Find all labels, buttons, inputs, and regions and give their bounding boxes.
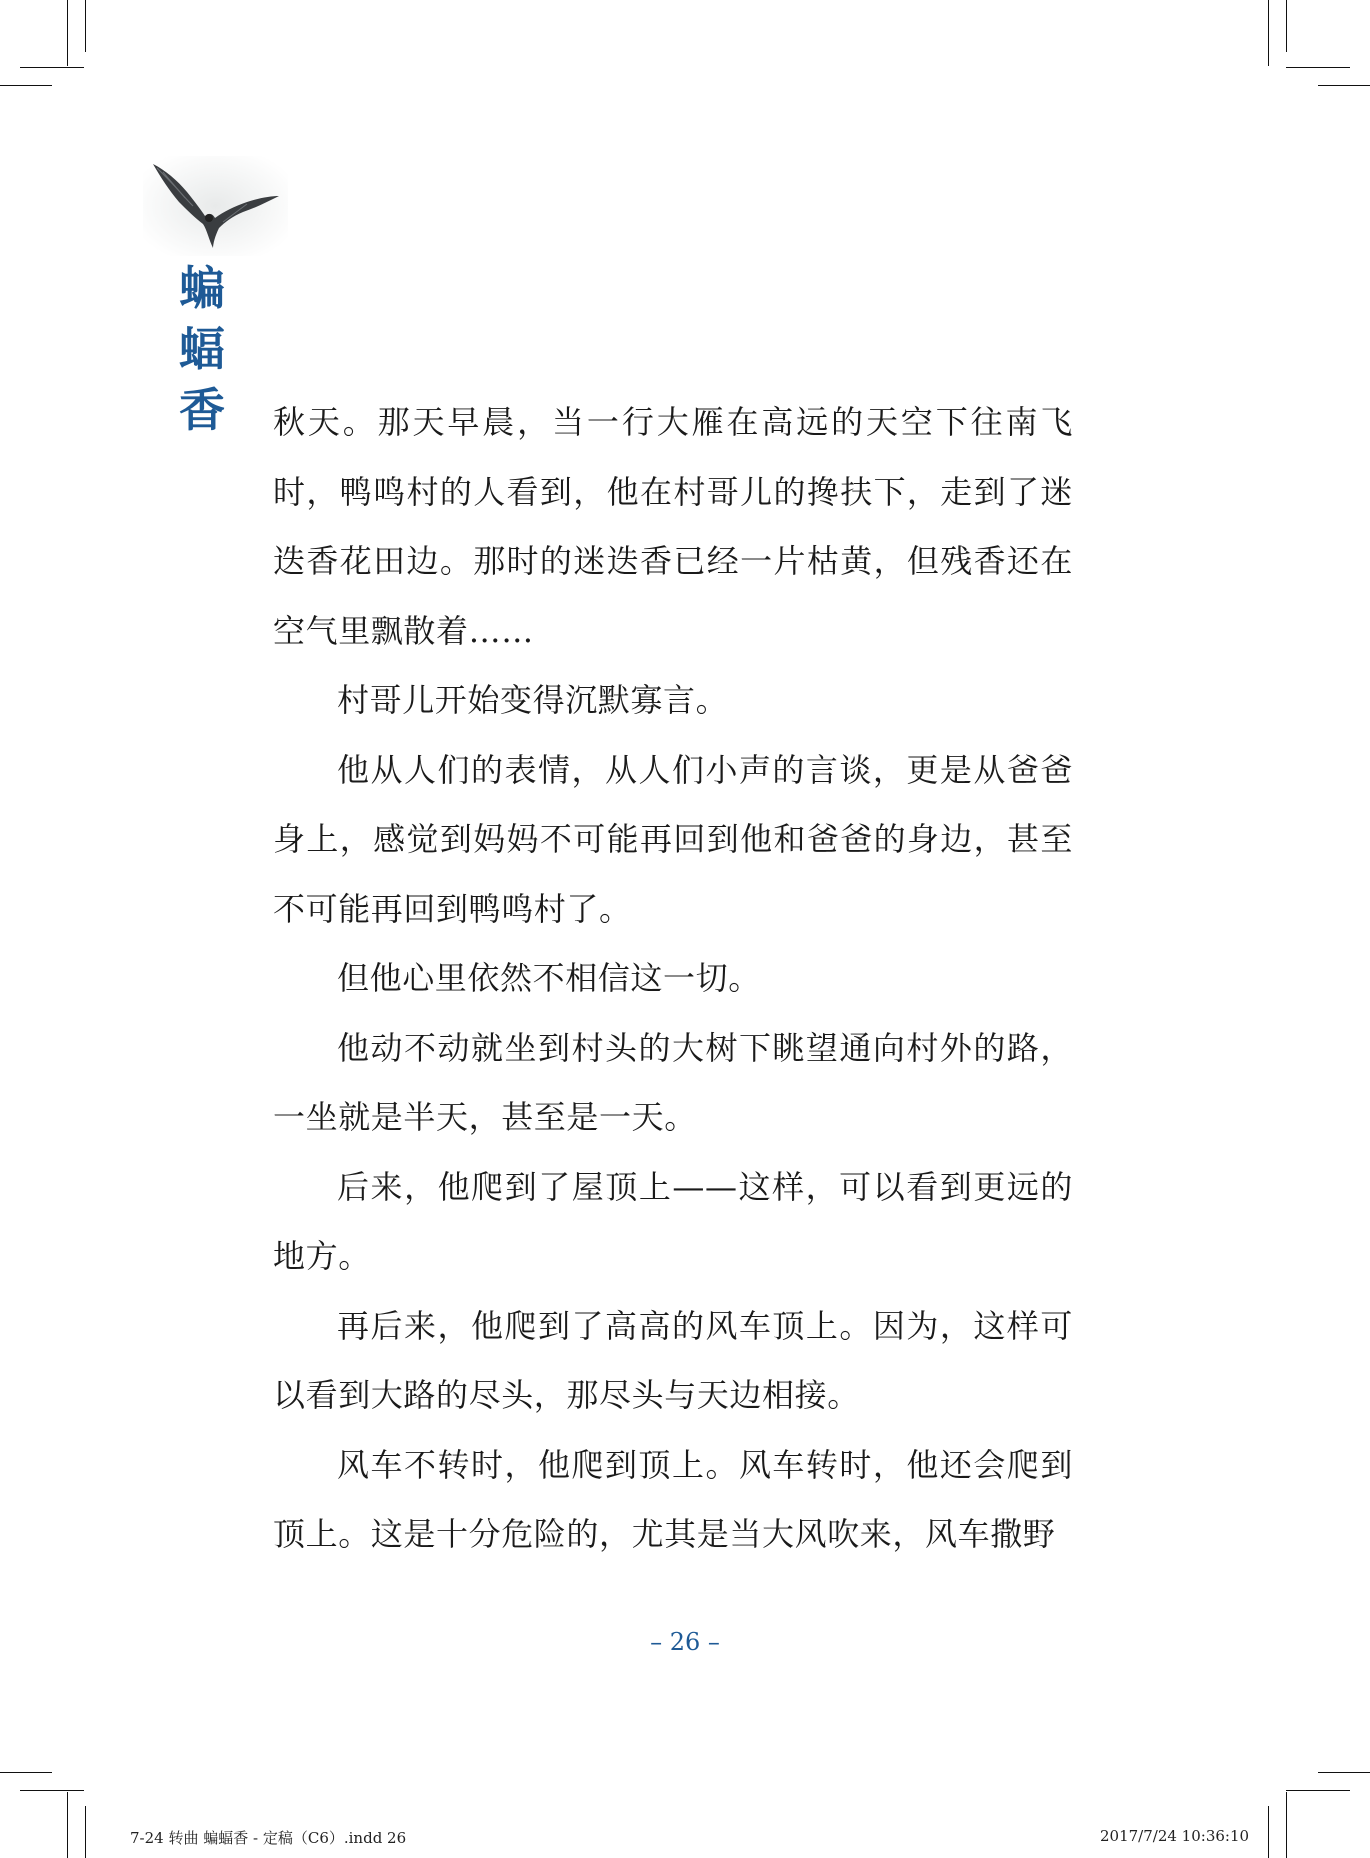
crop-mark-bottom-right-h (1286, 1790, 1350, 1791)
crop-mark-top-left-v (67, 0, 68, 66)
crop-mark-top-right-v (1268, 0, 1269, 66)
crop-mark-top-right-h (1286, 67, 1350, 68)
paragraph: 风车不转时，他爬到顶上。风车转时，他还会爬到顶上。这是十分危险的，尤其是当大风吹来，风车撒野 (273, 1445, 1073, 1553)
crop-mark-top-right-h2 (1318, 85, 1370, 86)
title-char: 蝙 (179, 261, 225, 315)
title-char: 香 (179, 383, 225, 437)
body-text (273, 388, 1073, 1570)
paragraph: 秋天。那天早晨，当一行大雁在高远的天空下往南飞时，鸭鸣村的人看到，他在村哥儿的搀扶下，走到了迷迭香花田边。那时的迷迭香已经一片枯黄，但残香还在空气里飘散着…… (273, 403, 1073, 650)
crop-mark-top-left-v2 (85, 0, 86, 52)
paragraph: 村哥儿开始变得沉默寡言。 (337, 681, 729, 719)
crop-mark-bottom-right-h2 (1318, 1772, 1370, 1773)
footer-file-info: 7-24 转曲 蝙蝠香 - 定稿（C6）.indd 26 (130, 1829, 407, 1847)
footer-timestamp: 2017/7/24 10:36:10 (1100, 1827, 1250, 1845)
crop-mark-top-left-h (20, 67, 84, 68)
crop-mark-bottom-right-v2 (1268, 1806, 1269, 1858)
paragraph: 后来，他爬到了屋顶上——这样，可以看到更远的地方。 (273, 1167, 1073, 1275)
crop-mark-bottom-left-h (20, 1790, 84, 1791)
paragraph: 他动不动就坐到村头的大树下眺望通向村外的路，一坐就是半天，甚至是一天。 (273, 1028, 1073, 1136)
paragraph: 但他心里依然不相信这一切。 (337, 959, 761, 997)
bat-icon (143, 156, 288, 256)
paragraph: 他从人们的表情，从人们小声的言谈，更是从爸爸身上，感觉到妈妈不可能再回到他和爸爸的身边，甚至不可能再回到鸭鸣村了。 (273, 750, 1073, 928)
chapter-title (176, 258, 228, 441)
page-number: – 26 – (650, 1628, 720, 1656)
crop-mark-bottom-right-v (1286, 1792, 1287, 1858)
crop-mark-top-left-h2 (0, 85, 52, 86)
crop-mark-top-right-v2 (1286, 0, 1287, 52)
paragraph: 再后来，他爬到了高高的风车顶上。因为，这样可以看到大路的尽头，那尽头与天边相接。 (273, 1306, 1073, 1414)
crop-mark-bottom-left-h2 (0, 1772, 52, 1773)
title-char: 蝠 (179, 322, 225, 376)
crop-mark-bottom-left-v2 (85, 1806, 86, 1858)
crop-mark-bottom-left-v (67, 1792, 68, 1858)
